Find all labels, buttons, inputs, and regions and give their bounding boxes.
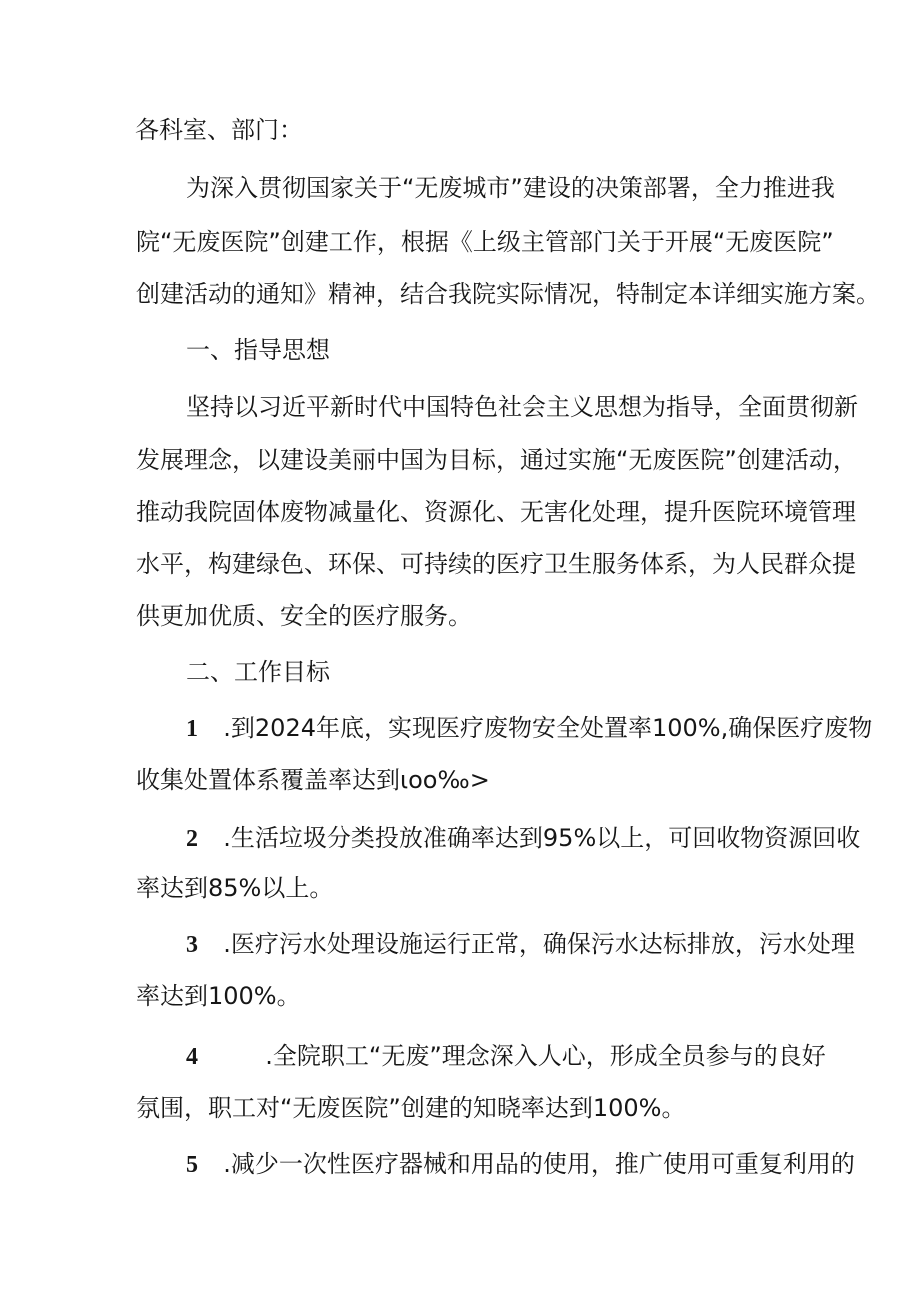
goal-item-1 <box>186 712 872 745</box>
section-1-line-4: 水平，构建绿色、环保、可持续的医疗卫生服务体系，为人民群众提 <box>136 550 856 578</box>
section-1-heading: 一、指导思想 <box>186 336 330 364</box>
intro-line-3: 创建活动的通知》精神，结合我院实际情况，特制定本详细实施方案。 <box>136 280 880 308</box>
section-1-line-2: 发展理念，以建设美丽中国为目标，通过实施“无废医院”创建活动， <box>136 446 857 474</box>
goal-number: 3 <box>186 932 198 958</box>
goal-text: .全院职工“无废”理念深入人心，形成全员参与的良好 <box>265 1042 826 1070</box>
section-1-line-5: 供更加优质、安全的医疗服务。 <box>136 602 472 630</box>
section-1-line-1: 坚持以习近平新时代中国特色社会主义思想为指导，全面贯彻新 <box>186 393 858 421</box>
goal-item-2-line-2: 率达到85%以上。 <box>136 874 334 902</box>
goal-number: 1 <box>186 716 198 742</box>
goal-item-4-line-2: 氛围，职工对“无废医院”创建的知晓率达到100%。 <box>136 1094 686 1122</box>
goal-text: .生活垃圾分类投放准确率达到95%以上，可回收物资源回收 <box>223 824 861 852</box>
section-1-line-3: 推动我院固体废物减量化、资源化、无害化处理，提升医院环境管理 <box>136 498 856 526</box>
goal-item-3 <box>186 928 855 961</box>
intro-line-2: 院“无废医院”创建工作，根据《上级主管部门关于开展“无废医院” <box>136 228 834 256</box>
goal-number: 4 <box>186 1044 198 1070</box>
goal-text: .医疗污水处理设施运行正常，确保污水达标排放，污水处理 <box>223 930 855 958</box>
goal-item-5 <box>186 1148 855 1181</box>
goal-number: 5 <box>186 1152 198 1178</box>
goal-text: .到2024年底，实现医疗废物安全处置率100%,确保医疗废物 <box>223 714 873 742</box>
salutation: 各科室、部门： <box>135 116 303 144</box>
goal-item-3-line-2: 率达到100%。 <box>136 982 301 1010</box>
section-2-heading: 二、工作目标 <box>186 658 330 686</box>
goal-number: 2 <box>186 826 198 852</box>
goal-text: .减少一次性医疗器械和用品的使用，推广使用可重复利用的 <box>223 1150 855 1178</box>
goal-item-2 <box>186 822 860 855</box>
goal-item-4 <box>186 1040 826 1073</box>
goal-item-1-line-2: 收集处置体系覆盖率达到ιoo‰> <box>136 766 490 794</box>
intro-line-1: 为深入贯彻国家关于“无废城市”建设的决策部署，全力推进我 <box>186 174 835 202</box>
